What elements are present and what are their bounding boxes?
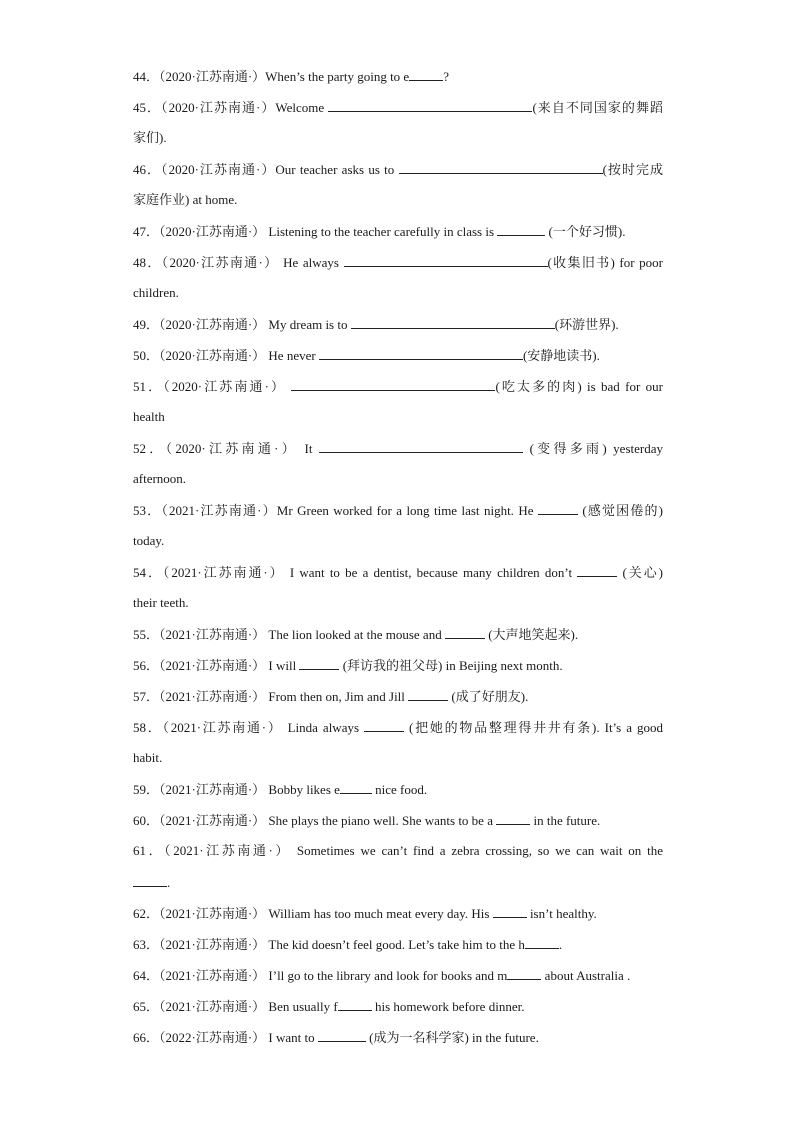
answer-blank[interactable] [409,66,443,81]
answer-blank[interactable] [364,717,404,732]
question-text: (大声地笑起来). [484,627,579,642]
question-line [133,252,663,283]
question-text: (成了好朋友). [448,689,529,704]
question-text: . [167,875,171,890]
question-text: 50．（2020·江苏南通·） He never [133,348,319,363]
question-text: 54．（2021·江苏南通·） I want to be a dentist, because many children don’t [133,565,578,580]
question-text: his homework before dinner. [371,999,525,1014]
answer-blank[interactable] [351,314,555,329]
question-text: (拜访我的祖父母) in Beijing next month. [339,658,563,673]
answer-blank[interactable] [525,934,559,949]
question-text: 57．（2021·江苏南通·） From then on, Jim and Jill [133,689,409,704]
question-line [133,562,663,593]
answer-blank[interactable] [328,97,532,112]
question-list [133,66,663,1058]
question-text: (一个好习惯). [545,224,626,239]
question-text: (吃太多的肉) is bad for our [495,379,663,394]
question-line [133,314,663,345]
question-text: (安静地读书). [522,348,600,363]
question-text: 家庭作业) at home. [133,192,238,207]
question-text: afternoon. [133,471,187,486]
question-text: (来自不同国家的舞蹈 [532,100,663,115]
answer-blank[interactable] [291,376,495,391]
question-text: habit. [133,750,163,765]
question-continuation [133,872,663,903]
answer-blank[interactable] [299,655,339,670]
question-continuation [133,531,663,562]
answer-blank[interactable] [577,562,617,577]
question-text: 46．（2020·江苏南通·）Our teacher asks us to [133,162,399,177]
answer-blank[interactable] [319,345,523,360]
answer-blank[interactable] [318,1027,366,1042]
question-line [133,97,663,128]
question-continuation [133,128,663,159]
question-continuation [133,407,663,438]
question-text: health [133,409,165,424]
question-line [133,686,663,717]
question-text: 家们). [133,130,167,145]
question-text: (按时完成 [602,162,663,177]
answer-blank[interactable] [399,159,603,174]
answer-blank[interactable] [340,779,372,794]
question-text: 63．（2021·江苏南通·） The kid doesn’t feel good. Let’s take him to the h [133,937,525,952]
question-text: 66．（2022·江苏南通·） I want to [133,1030,318,1045]
answer-blank[interactable] [133,872,167,887]
question-line [133,221,663,252]
answer-blank[interactable] [496,810,530,825]
question-text: in the future. [530,813,601,828]
question-continuation [133,469,663,500]
question-text: 53．（2021·江苏南通·）Mr Green worked for a long time last night. He [133,503,538,518]
question-text: children. [133,285,179,300]
question-text: about Australia . [541,968,631,983]
answer-blank[interactable] [344,252,548,267]
question-line [133,965,663,996]
question-text: 59．（2021·江苏南通·） Bobby likes e [133,782,340,797]
question-text: 65．（2021·江苏南通·） Ben usually f [133,999,338,1014]
question-line [133,717,663,748]
answer-blank[interactable] [445,624,485,639]
question-text: 44．（2020·江苏南通·）When’s the party going to e [133,69,410,84]
question-line [133,996,663,1027]
question-continuation [133,283,663,314]
answer-blank[interactable] [497,221,545,236]
question-line [133,655,663,686]
question-line [133,841,663,872]
question-line [133,159,663,190]
question-line [133,779,663,810]
question-text: 51．（2020·江苏南通·） [133,379,292,394]
question-text: their teeth. [133,595,189,610]
question-continuation [133,748,663,779]
question-line [133,376,663,407]
question-text: (关心) [617,565,663,580]
question-text: 58．（2021·江苏南通·） Linda always [133,720,365,735]
question-text: 62．（2021·江苏南通·） William has too much meat every day. His [133,906,493,921]
question-text: 60．（2021·江苏南通·） She plays the piano well. She wants to be a [133,813,497,828]
question-line [133,810,663,841]
question-text: 47．（2020·江苏南通·） Listening to the teacher carefully in class is [133,224,498,239]
question-continuation [133,190,663,221]
question-line [133,500,663,531]
question-text: . [558,937,563,952]
question-line [133,438,663,469]
answer-blank[interactable] [538,500,578,515]
question-line [133,345,663,376]
question-text: (变得多雨) yesterday [523,441,663,456]
question-continuation [133,593,663,624]
question-text: 56．（2021·江苏南通·） I will [133,658,300,673]
answer-blank[interactable] [338,996,372,1011]
question-line [133,66,663,97]
answer-blank[interactable] [408,686,448,701]
question-text: 61．（2021·江苏南通·） Sometimes we can’t find a zebra crossing, so we can wait on the [133,843,663,858]
question-text: (感觉困倦的) [577,503,663,518]
question-text: (环游世界). [554,317,619,332]
answer-blank[interactable] [493,903,527,918]
answer-blank[interactable] [319,438,523,453]
question-line [133,903,663,934]
question-text: 64．（2021·江苏南通·） I’ll go to the library and look for books and m [133,968,508,983]
question-text: ? [443,69,449,84]
question-text: isn’t healthy. [526,906,597,921]
question-text: 49．（2020·江苏南通·） My dream is to [133,317,351,332]
question-text: today. [133,533,165,548]
question-text: (成为一名科学家) in the future. [365,1030,539,1045]
question-text: 55．（2021·江苏南通·） The lion looked at the mouse and [133,627,445,642]
question-line [133,624,663,655]
answer-blank[interactable] [507,965,541,980]
question-text: (把她的物品整理得井井有条). It’s a good [404,720,663,735]
question-text: nice food. [371,782,428,797]
question-line [133,934,663,965]
question-text: 52．（2020·江苏南通·） It [133,441,320,456]
question-text: 45．（2020·江苏南通·）Welcome [133,100,329,115]
question-line [133,1027,663,1058]
question-text: (收集旧书) for poor [547,255,663,270]
question-text: 48．（2020·江苏南通·） He always [133,255,344,270]
